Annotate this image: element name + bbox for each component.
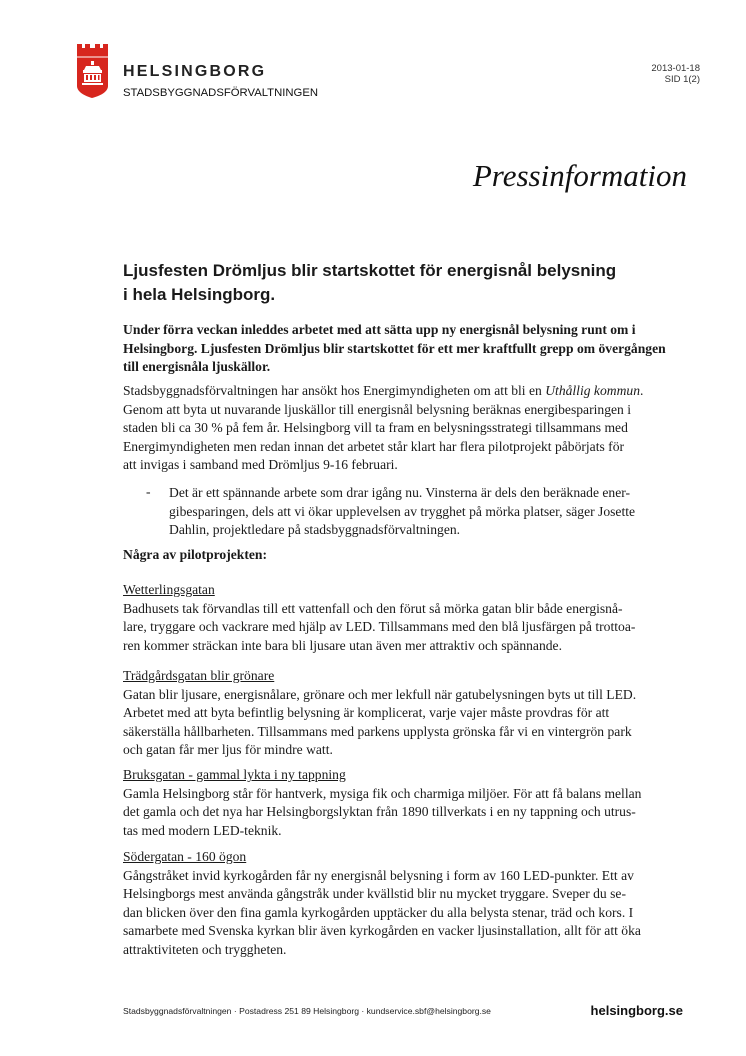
headline-line: Ljusfesten Drömljus blir startskottet för energisnål belysning xyxy=(123,261,617,280)
project-heading: Trädgårdsgatan blir grönare xyxy=(123,668,275,683)
project-line: dan blicken över den fina gamla kyrkogården upptäcker du alla belysta stenar, träd och kors. I xyxy=(123,904,634,920)
project-sodergatan xyxy=(123,848,641,959)
project-tradgardsgatan xyxy=(123,667,636,760)
project-line: och gatan får mer ljus för mindre watt. xyxy=(123,742,333,757)
lead-line: Under förra veckan inleddes arbetet med att sätta upp ny energisnål belysning runt om i xyxy=(123,322,636,337)
doc-meta xyxy=(651,63,700,85)
intro-paragraph xyxy=(123,382,643,475)
project-heading: Bruksgatan - gammal lykta i ny tappning xyxy=(123,767,346,782)
project-line: Gamla Helsingborg står för hantverk, mysiga fik och charmiga miljöer. För att få balans mellan xyxy=(123,785,642,801)
project-line: Arbetet med att byta befintlig belysning är komplicerat, varje vajer måste provdras för att xyxy=(123,705,610,720)
project-line: Badhusets tak förvandlas till ett vattenfall och den förut så mörka gatan blir både energisnå- xyxy=(123,600,623,616)
project-line: attraktiviteten och tryggheten. xyxy=(123,941,287,957)
helsingborg-coat-of-arms-icon xyxy=(76,44,109,98)
quote-paragraph xyxy=(169,484,635,540)
project-line: säkerställa hållbarheten. Tillsammans med parkens upplysta grönska får vi en vintergrön park xyxy=(123,723,632,739)
emphasis-text: Uthållig kommun xyxy=(545,383,640,398)
intro-text: . xyxy=(640,383,644,398)
intro-line: Energimyndigheten men redan innan det arbetet står klart har flera pilotprojekt påbörjats för xyxy=(123,438,625,454)
project-line: ren kommer sträckan inte bara bli ljusare utan även mer attraktiv och spännande. xyxy=(123,637,562,653)
project-line: Helsingborgs mest använda gångstråk under kvällstid blir nu mycket tryggare. Sveper du se- xyxy=(123,886,626,901)
intro-line: Genom att byta ut nuvarande ljuskällor till energisnål belysning beräknas energibesparingen i xyxy=(123,401,631,417)
intro-line: att invigas i samband med Drömljus 9-16 februari. xyxy=(123,457,398,472)
intro-text: Stadsbyggnadsförvaltningen har ansökt hos Energimyndigheten om att bli en xyxy=(123,383,546,398)
projects-heading: Några av pilotprojekten: xyxy=(123,547,267,562)
project-heading: Wetterlingsgatan xyxy=(123,582,215,597)
project-heading: Södergatan - 160 ögon xyxy=(123,849,247,864)
footer-address: Stadsbyggnadsförvaltningen · Postadress 251 89 Helsingborg · kundservice.sbf@helsingborg.se xyxy=(123,1006,491,1016)
quote-bullet: - xyxy=(146,484,151,499)
headline-line: i hela Helsingborg. xyxy=(123,285,276,304)
project-line: samarbete med Svenska kyrkan blir även kyrkogården en vacker ljusinstallation, allt för att öka xyxy=(123,923,641,938)
intro-line: staden bli ca 30 % på fem år. Helsingborg vill ta fram en belysningsstrategi tillsammans med xyxy=(123,420,628,435)
quote-line: Dahlin, projektledare på stadsbyggnadsförvaltningen. xyxy=(169,522,461,537)
page-number: SID 1(2) xyxy=(664,74,700,85)
project-bruksgatan xyxy=(123,766,641,840)
headline xyxy=(123,259,616,307)
org-name: HELSINGBORG xyxy=(123,63,267,80)
lead-line: Helsingborg. Ljusfesten Drömljus blir startskottet för ett mer kraftfullt grepp om övergången xyxy=(123,340,666,356)
project-line: lare, tryggare och vackrare med hjälp av LED. Tillsammans med den blå ljusfärgen på trottoa- xyxy=(123,619,636,634)
project-wetterlingsgatan xyxy=(123,581,635,655)
document-type: Pressinformation xyxy=(472,158,687,193)
project-line: Gångstråket invid kyrkogården får ny energisnål belysning i form av 160 LED-punkter. Ett av xyxy=(123,867,634,883)
quote-line: gibesparingen, dels att vi ökar upplevelsen av trygghet på mörka platser, säger Josette xyxy=(169,503,636,519)
department-name: STADSBYGGNADSFÖRVALTNINGEN xyxy=(123,87,319,99)
intro-line xyxy=(123,382,643,401)
quote-line: Det är ett spännande arbete som drar igång nu. Vinsterna är dels den beräknade ener- xyxy=(169,485,631,500)
date: 2013-01-18 xyxy=(651,63,700,74)
project-line: Gatan blir ljusare, energisnålare, grönare och mer lekfull när gatubelysningen byts ut till LED. xyxy=(123,686,637,702)
footer-website: helsingborg.se xyxy=(590,1003,683,1018)
project-line: tas med modern LED-teknik. xyxy=(123,822,282,838)
lead-paragraph xyxy=(123,321,666,377)
lead-line: till energisnåla ljuskällor. xyxy=(123,359,271,374)
logo xyxy=(76,44,109,98)
project-line: det gamla och det nya har Helsingborgslyktan från 1890 tillverkats i en ny tappning och utrus- xyxy=(123,804,636,819)
